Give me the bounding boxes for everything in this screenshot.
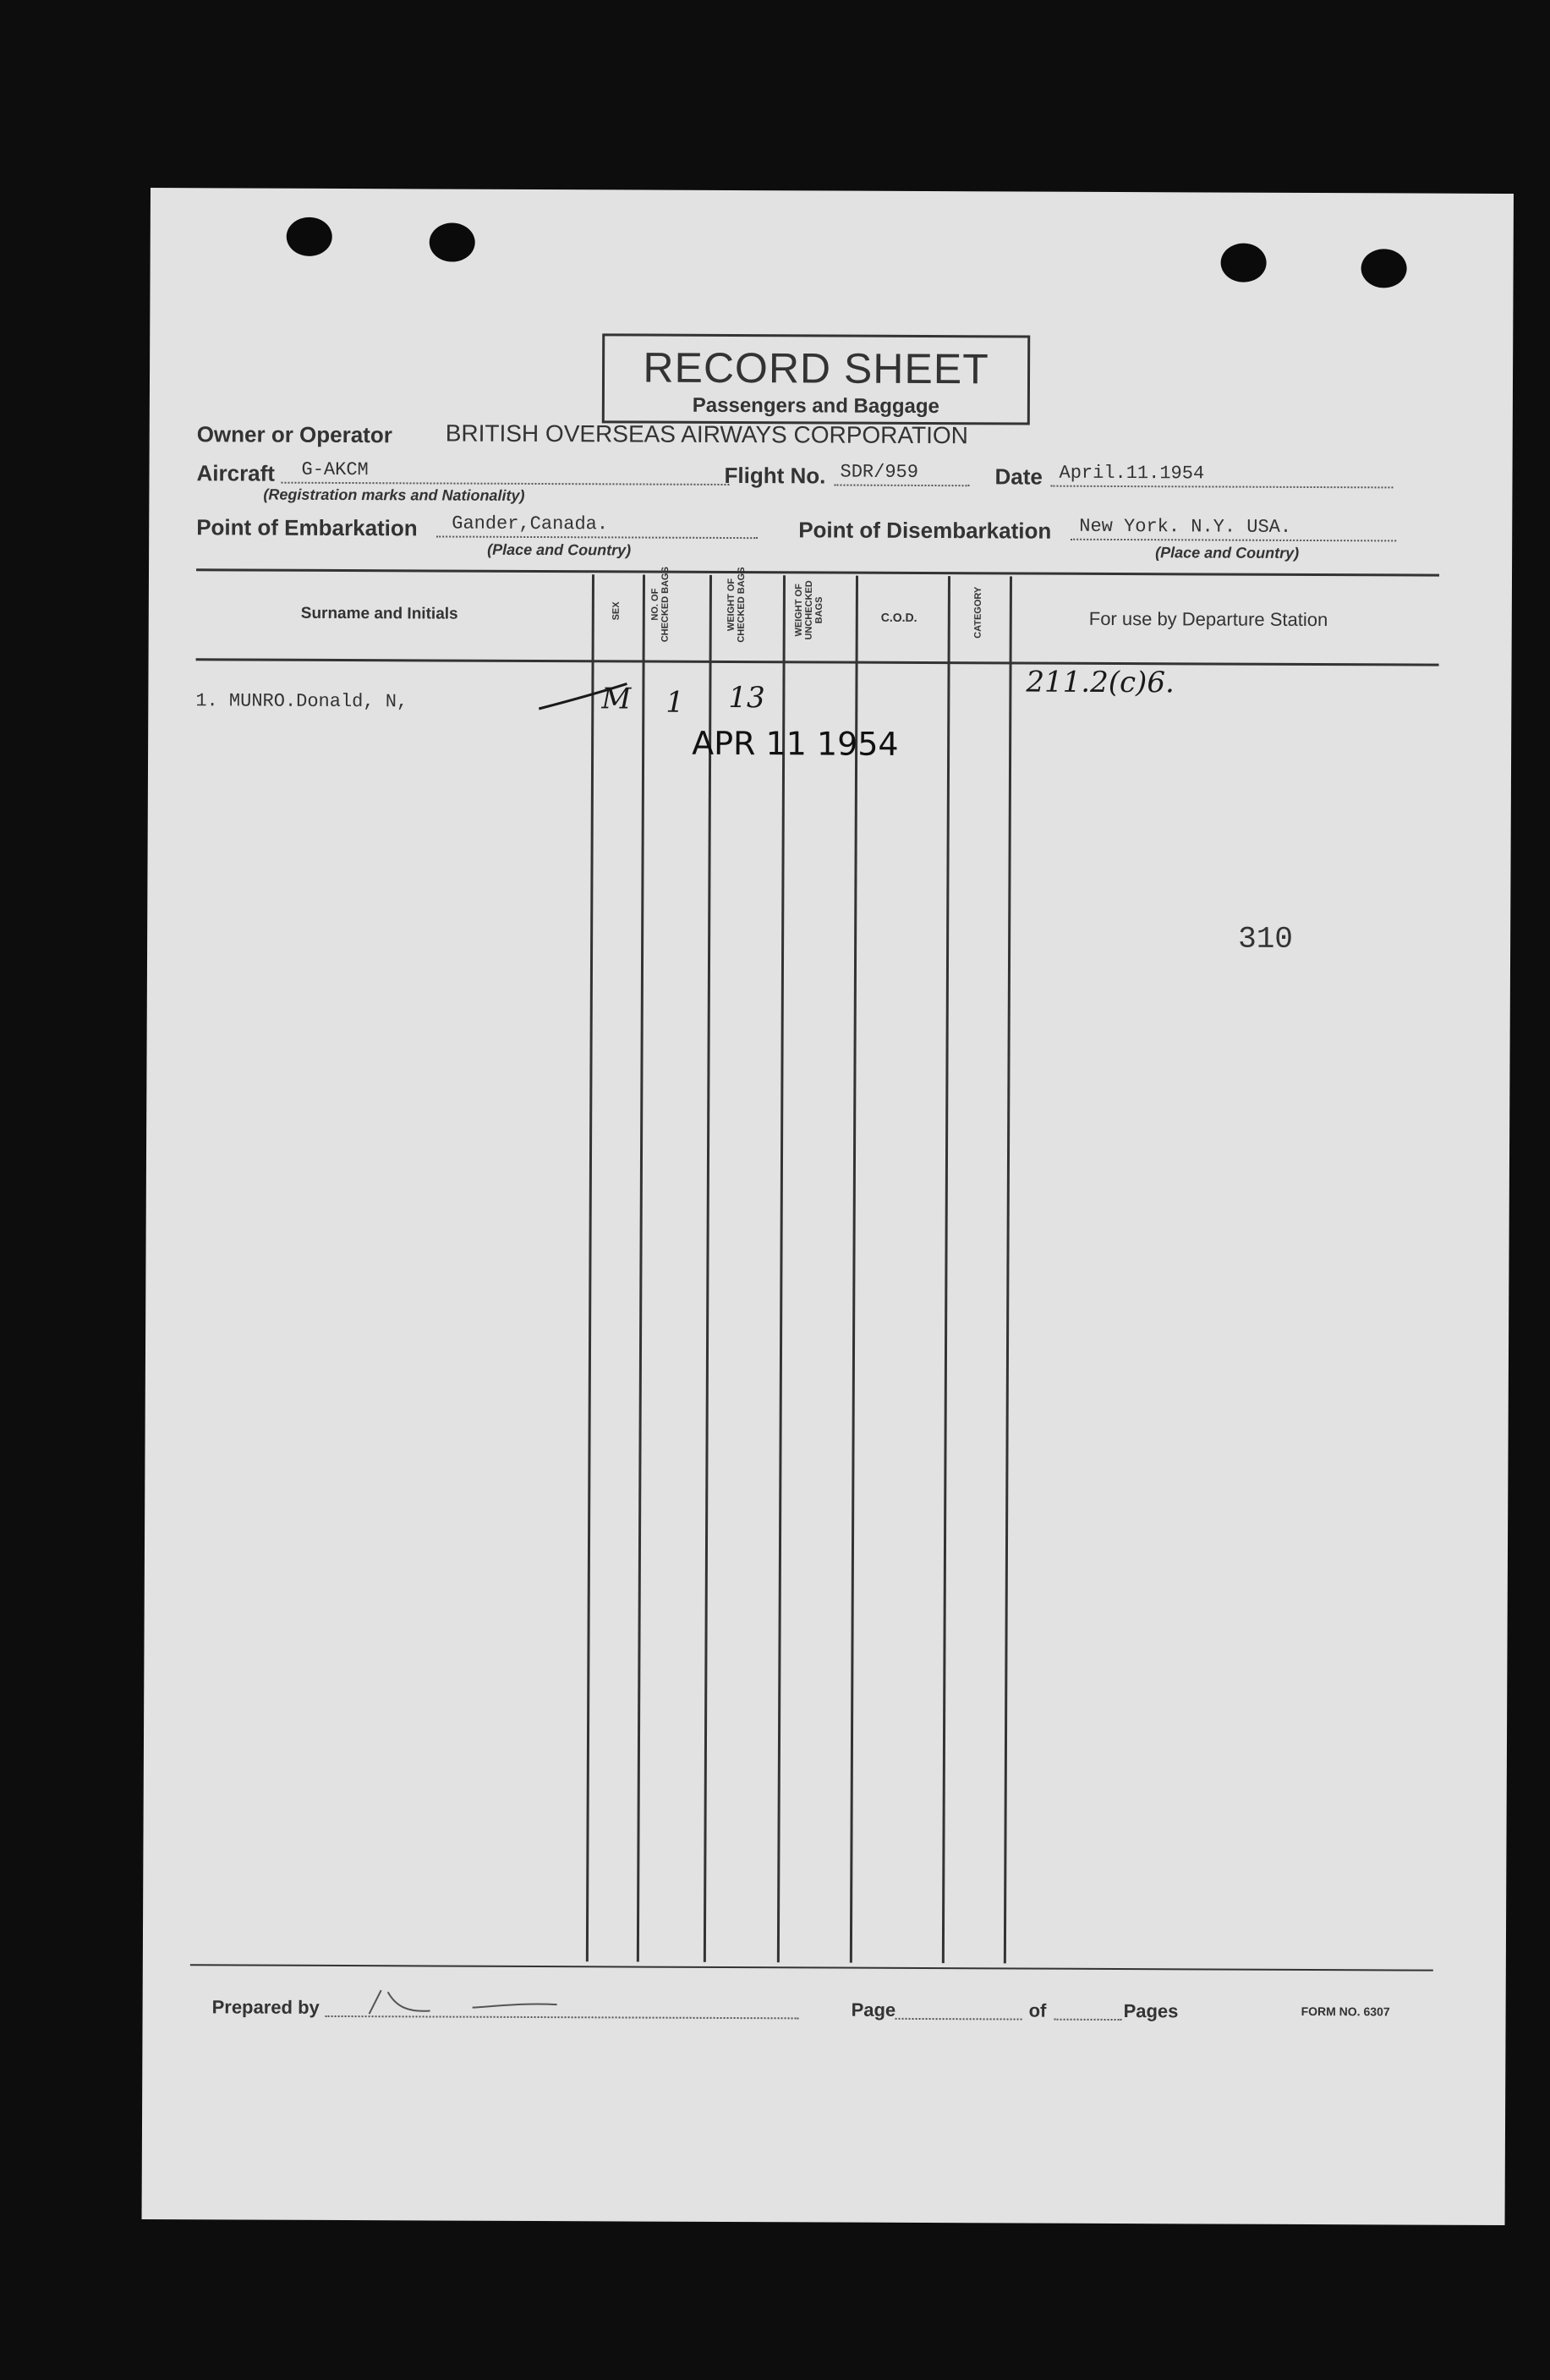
header-weight-unchecked: WEIGHT OF UNCHECKED BAGS [793,580,824,640]
owner-value: BRITISH OVERSEAS AIRWAYS CORPORATION [445,420,968,449]
punch-hole [1361,249,1406,288]
disembark-note: (Place and Country) [1155,544,1300,562]
header-weight-checked: WEIGHT OF CHECKED BAGS [726,567,748,643]
header-departure: For use by Departure Station [1088,607,1328,631]
passenger-sex: M [601,682,632,716]
punch-hole [430,222,475,261]
passenger-weight-checked: 13 [728,680,765,716]
flight-value: SDR/959 [840,461,919,483]
form-subtitle: Passengers and Baggage [692,393,940,419]
flight-label: Flight No. [724,462,826,489]
signature [363,1982,616,2025]
column-rule [704,575,712,1962]
date-label: Date [994,463,1043,490]
header-name: Surname and Initials [300,604,458,623]
record-sheet-paper [142,188,1514,2225]
date-value: April.11.1954 [1059,462,1205,485]
aircraft-label: Aircraft [196,460,276,486]
punch-hole [1221,244,1267,282]
column-rule [942,576,950,1963]
embark-value: Gander,Canada. [452,513,609,535]
column-rule [777,575,786,1962]
column-rule [586,574,594,1961]
form-title: RECORD SHEET [643,343,989,393]
of-label: of [1028,1999,1047,2021]
disembark-value: New York. N.Y. USA. [1079,515,1292,538]
punch-hole [287,217,332,256]
aircraft-value: G-AKCM [301,458,369,481]
disembark-label: Point of Disembarkation [798,517,1052,544]
header-checked-bags: NO. OF CHECKED BAGS [649,567,671,643]
passenger-departure-code: 211.2(c)6. [1026,665,1175,700]
form-number: FORM NO. 6307 [1301,2004,1390,2019]
pages-label: Pages [1123,2000,1179,2022]
embark-note: (Place and Country) [487,540,632,559]
check-mark [537,680,630,714]
passenger-name: 1. MUNRO.Donald, N, [195,690,408,713]
prepared-label: Prepared by [211,1996,320,2018]
passenger-checked-bags: 1 [665,685,685,720]
header-sex: SEX [611,601,622,621]
header-cod: C.O.D. [880,610,917,624]
page-label: Page [851,1999,896,2021]
owner-label: Owner or Operator [196,421,392,448]
aircraft-note: (Registration marks and Nationality) [263,485,525,504]
header-category: CATEGORY [972,586,983,639]
column-rule [1004,576,1012,1963]
page-number: 310 [1238,921,1294,957]
title-box [602,333,1030,425]
column-rule [637,575,645,1962]
embark-label: Point of Embarkation [196,514,418,541]
column-rule [850,576,858,1963]
date-stamp: APR 11 1954 [692,724,899,763]
